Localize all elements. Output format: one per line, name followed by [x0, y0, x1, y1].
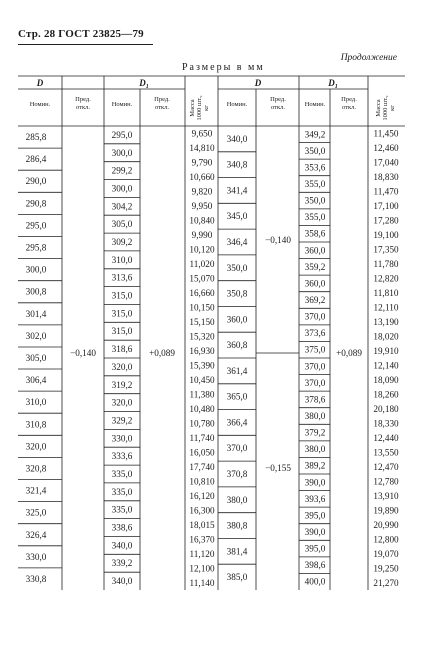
left-mass: 16,930: [189, 345, 215, 356]
right-d-nominal: 385,0: [226, 572, 248, 583]
right-mass: 20,990: [373, 519, 399, 530]
left-mass: 10,480: [189, 403, 215, 414]
right-d1-nominal: 355,0: [304, 212, 326, 223]
right-mass: 17,280: [373, 215, 399, 226]
left-mass: 17,740: [189, 461, 215, 472]
right-d-nominal: 380,0: [226, 494, 248, 505]
left-d-nominal: 310,0: [25, 397, 47, 408]
col-deviation-d1-right: Пред. откл.: [341, 96, 357, 111]
left-d-nominal: 301,4: [25, 308, 47, 319]
left-d1-nominal: 313,6: [111, 272, 133, 283]
right-d1-nominal: 375,0: [304, 344, 326, 355]
left-d-nominal: 290,8: [25, 198, 47, 209]
right-d1-nominal: 350,0: [304, 195, 326, 206]
right-d1-nominal: 370,0: [304, 361, 326, 372]
right-d1-nominal: 349,2: [304, 129, 326, 140]
right-d1-nominal: 398,6: [304, 560, 326, 571]
right-mass: 17,350: [373, 244, 399, 255]
left-d1-nominal: 315,0: [111, 290, 133, 301]
right-d-nominal: 360,8: [226, 340, 248, 351]
left-mass: 10,120: [189, 244, 215, 255]
right-d1-nominal: 360,0: [304, 245, 326, 256]
right-mass: 19,250: [373, 563, 399, 574]
left-mass: 11,380: [189, 389, 215, 400]
right-d1-nominal: 353,6: [304, 162, 326, 173]
left-d1-nominal: 305,0: [111, 219, 133, 230]
left-d1-nominal: 320,0: [111, 361, 133, 372]
left-mass: 11,140: [189, 577, 215, 588]
left-d1-nominal: 329,2: [111, 415, 133, 426]
right-d-nominal: 360,0: [226, 314, 248, 325]
right-d1-nominal: 380,0: [304, 411, 326, 421]
d-deviation-left: −0,140: [70, 348, 96, 358]
left-mass: 15,150: [189, 316, 215, 327]
right-mass: 11,780: [373, 258, 399, 269]
right-mass: 12,110: [373, 302, 399, 313]
left-d1-nominal: 300,0: [111, 183, 133, 194]
left-d-nominal: 310,8: [25, 419, 47, 430]
d1-deviation-left: +0,089: [149, 348, 175, 358]
left-mass: 10,660: [189, 171, 215, 182]
d1-deviation-right: +0,089: [336, 348, 362, 358]
right-mass: 12,470: [373, 461, 399, 472]
right-mass: 12,440: [373, 432, 399, 443]
right-d1-nominal: 350,0: [304, 145, 326, 156]
left-mass: 18,015: [189, 519, 215, 530]
left-mass: 9,820: [191, 186, 213, 197]
right-mass: 21,270: [373, 577, 399, 588]
right-d-nominal: 350,0: [226, 262, 248, 273]
d-header-right: D: [254, 78, 262, 88]
right-d-nominal: 361,4: [226, 365, 248, 376]
right-d1-nominal: 358,6: [304, 228, 326, 239]
left-d1-nominal: 318,6: [111, 344, 133, 355]
left-mass: 9,790: [191, 157, 213, 168]
left-d1-nominal: 340,0: [111, 576, 133, 587]
left-mass: 14,810: [189, 142, 215, 153]
page-header: Стр. 28 ГОСТ 23825—79: [18, 28, 144, 40]
left-d1-nominal: 300,0: [111, 147, 133, 158]
left-mass: 16,370: [189, 534, 215, 545]
right-d-nominal: 346,4: [226, 237, 248, 247]
left-d-nominal: 302,0: [25, 330, 47, 341]
left-mass: 10,810: [189, 476, 215, 487]
right-mass: 12,140: [373, 360, 399, 371]
right-mass: 17,100: [373, 200, 399, 211]
right-mass: 12,820: [373, 273, 399, 284]
continuation-label: Продолжение: [340, 53, 397, 63]
right-d-nominal: 370,0: [226, 443, 248, 454]
right-mass: 19,070: [373, 548, 399, 559]
left-d1-nominal: 310,0: [111, 254, 133, 265]
left-d1-nominal: 339,2: [111, 558, 133, 569]
left-d-nominal: 330,8: [25, 574, 47, 584]
col-deviation-d-right: Пред. откл.: [270, 96, 286, 111]
left-mass: 12,100: [189, 563, 215, 574]
left-mass: 11,120: [189, 548, 215, 559]
right-d1-nominal: 355,0: [304, 179, 326, 189]
right-mass: 12,780: [373, 476, 399, 487]
left-d-nominal: 286,4: [25, 154, 47, 165]
left-d-nominal: 305,0: [25, 353, 47, 363]
right-mass: 11,810: [373, 287, 399, 298]
left-d1-nominal: 333,6: [111, 451, 133, 462]
left-mass: 11,020: [189, 258, 215, 269]
right-d1-nominal: 378,6: [304, 394, 326, 405]
left-mass: 10,780: [189, 418, 215, 429]
d-deviation-right-1: −0,140: [265, 235, 291, 245]
col-nominal-d-left: Номин.: [29, 101, 51, 108]
left-d1-nominal: 320,0: [111, 397, 133, 408]
left-d1-nominal: 315,0: [111, 326, 133, 337]
left-d-nominal: 300,0: [25, 264, 47, 275]
right-d-nominal: 345,0: [226, 211, 248, 222]
left-d-nominal: 320,0: [25, 441, 47, 452]
left-d-nominal: 325,0: [25, 507, 47, 518]
right-mass: 13,910: [373, 490, 399, 501]
left-d1-nominal: 335,0: [111, 486, 133, 497]
left-d1-nominal: 315,0: [111, 308, 133, 319]
right-mass: 20,180: [373, 403, 399, 414]
right-d1-nominal: 370,0: [304, 311, 326, 322]
right-mass: 11,450: [373, 128, 399, 139]
right-d1-nominal: 379,2: [304, 427, 326, 438]
right-d1-nominal: 390,0: [304, 477, 326, 488]
left-d1-nominal: 299,2: [111, 165, 133, 176]
left-d-nominal: 290,0: [25, 176, 47, 187]
right-d1-nominal: 373,6: [304, 328, 326, 339]
right-d-nominal: 350,8: [226, 288, 248, 299]
left-d-nominal: 295,0: [25, 220, 47, 231]
left-d1-nominal: 319,2: [111, 379, 133, 390]
right-d-nominal: 340,0: [226, 133, 248, 144]
d1-header-left: $D_1$: [139, 78, 149, 90]
d-header-left: D: [36, 78, 44, 88]
right-d-nominal: 370,8: [226, 469, 248, 479]
left-mass: 15,320: [189, 331, 215, 342]
right-mass: 18,090: [373, 374, 399, 385]
left-mass: 16,300: [189, 505, 215, 516]
right-mass: 19,910: [373, 345, 399, 356]
col-mass-left: Масса1000 шт.,кг: [189, 95, 210, 121]
right-mass: 19,100: [373, 229, 399, 240]
right-d1-nominal: 359,2: [304, 261, 326, 272]
right-d-nominal: 380,8: [226, 520, 248, 531]
right-mass: 17,040: [373, 157, 399, 168]
left-mass: 10,840: [189, 215, 215, 226]
col-deviation-d1-left: Пред. откл.: [154, 96, 170, 111]
units-caption: Размеры в мм: [182, 62, 265, 73]
right-mass: 12,800: [373, 534, 399, 545]
col-nominal-d1-left: Номин.: [111, 101, 133, 108]
right-d1-nominal: 370,0: [304, 377, 326, 388]
right-d1-nominal: 390,0: [304, 527, 326, 537]
right-d-nominal: 366,4: [226, 417, 248, 428]
d-deviation-right-2: −0,155: [265, 463, 291, 473]
left-mass: 9,950: [191, 200, 213, 211]
right-d-nominal: 365,0: [226, 391, 248, 402]
left-d-nominal: 306,4: [25, 375, 47, 386]
right-mass: 11,470: [373, 186, 399, 197]
left-mass: 15,390: [189, 360, 215, 371]
left-d1-nominal: 330,0: [111, 433, 133, 444]
right-mass: 18,260: [373, 389, 399, 400]
left-d1-nominal: 335,0: [111, 504, 133, 515]
right-mass: 13,550: [373, 447, 399, 458]
left-d-nominal: 326,4: [25, 529, 47, 540]
col-nominal-d-right: Номин.: [226, 101, 248, 108]
left-d-nominal: 295,8: [25, 242, 47, 253]
left-mass: 16,120: [189, 490, 215, 501]
right-mass: 18,830: [373, 171, 399, 182]
right-d1-nominal: 400,0: [304, 576, 326, 587]
right-d1-nominal: 369,2: [304, 295, 326, 305]
left-d1-nominal: 335,0: [111, 469, 133, 479]
left-mass: 9,990: [191, 229, 213, 240]
left-d1-nominal: 340,0: [111, 540, 133, 551]
left-d1-nominal: 295,0: [111, 129, 133, 140]
left-mass: 11,740: [189, 432, 215, 443]
right-d1-nominal: 395,0: [304, 543, 326, 554]
right-d1-nominal: 389,2: [304, 460, 326, 471]
left-d-nominal: 285,8: [25, 132, 47, 142]
right-mass: 13,190: [373, 316, 399, 327]
right-d1-nominal: 395,0: [304, 510, 326, 521]
col-deviation-d-left: Пред. откл.: [75, 96, 91, 111]
left-d-nominal: 330,0: [25, 551, 47, 562]
left-d1-nominal: 309,2: [111, 237, 133, 247]
left-d-nominal: 321,4: [25, 485, 47, 496]
right-d1-nominal: 380,0: [304, 444, 326, 455]
right-d1-nominal: 360,0: [304, 278, 326, 289]
left-d-nominal: 300,8: [25, 286, 47, 297]
left-mass: 15,070: [189, 273, 215, 284]
left-d1-nominal: 338,6: [111, 522, 133, 533]
right-mass: 19,890: [373, 505, 399, 516]
left-mass: 10,150: [189, 302, 215, 313]
left-d-nominal: 320,8: [25, 463, 47, 474]
right-mass: 18,330: [373, 418, 399, 429]
right-d1-nominal: 393,6: [304, 493, 326, 504]
left-mass: 16,050: [189, 447, 215, 458]
left-mass: 10,450: [189, 374, 215, 385]
col-nominal-d1-right: Номин.: [304, 101, 326, 108]
right-d-nominal: 381,4: [226, 546, 248, 557]
left-mass: 16,660: [189, 287, 215, 298]
col-mass-right: Масса1000 шт.,кг: [375, 95, 396, 121]
right-d-nominal: 341,4: [226, 185, 248, 196]
left-d1-nominal: 304,2: [111, 201, 133, 212]
right-d-nominal: 340,8: [226, 159, 248, 170]
left-mass: 9,650: [191, 128, 213, 139]
right-mass: 18,020: [373, 331, 399, 342]
d1-header-right: $D_1$: [328, 78, 338, 90]
right-mass: 12,460: [373, 142, 399, 153]
